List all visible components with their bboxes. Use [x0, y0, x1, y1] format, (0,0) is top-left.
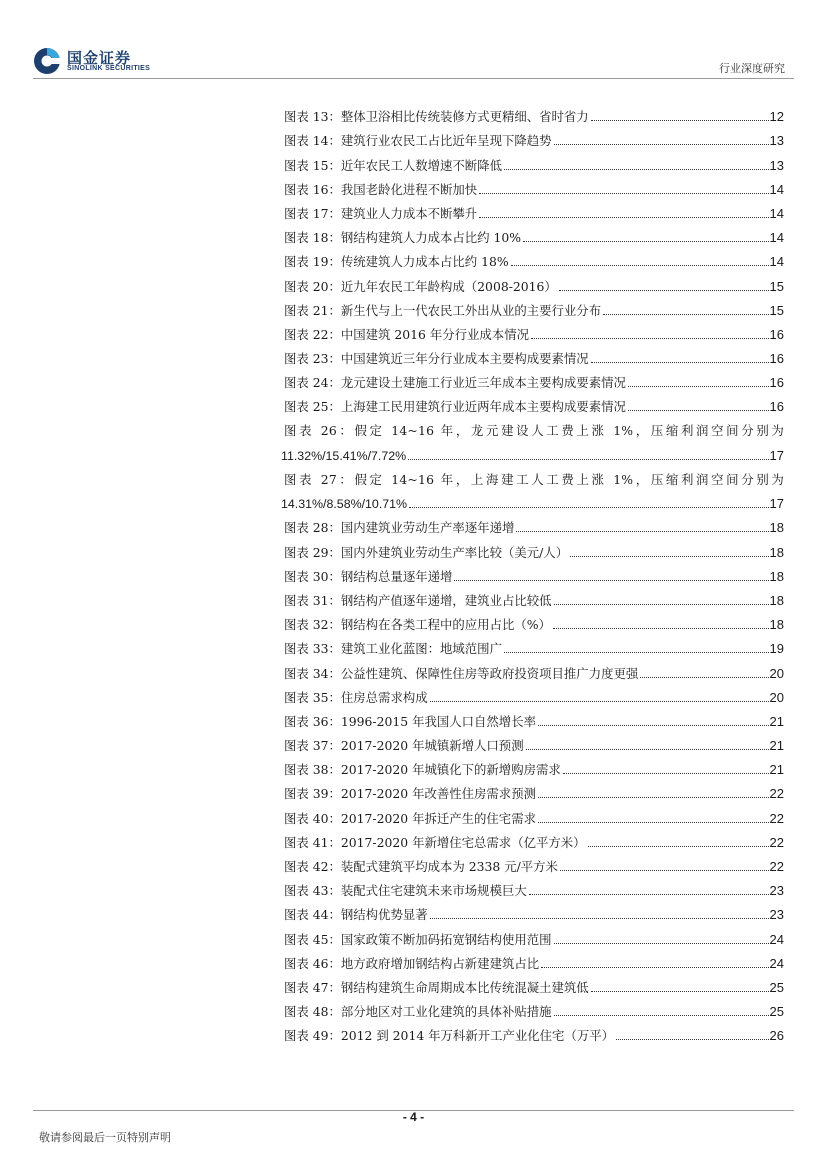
- toc-entry[interactable]: [284, 343, 784, 367]
- toc-leader-dots: [591, 361, 769, 363]
- toc-entry-title: 图表 40：2017-2020 年拆迁产生的住宅需求: [284, 810, 536, 826]
- toc-entry-title: 图表 29：国内外建筑业劳动生产率比较（美元/人）: [284, 544, 569, 560]
- toc-page-number: 18: [769, 520, 784, 536]
- brand-name-en: SINOLINK SECURITIES: [67, 65, 151, 72]
- toc-page-number: 23: [769, 883, 784, 899]
- toc-page-number: 13: [769, 133, 784, 149]
- toc-page-number: 22: [769, 859, 784, 874]
- toc-entry[interactable]: [284, 851, 784, 875]
- toc-entry-title: 图表 17：建筑业人力成本不断攀升: [284, 205, 478, 221]
- toc-entry[interactable]: [281, 415, 784, 463]
- toc-entry[interactable]: [284, 996, 784, 1020]
- toc-page-number: 20: [769, 665, 784, 681]
- toc-entry[interactable]: [284, 512, 784, 536]
- toc-entry-title: 图表 28：国内建筑业劳动生产率逐年递增: [284, 520, 515, 536]
- toc-entry[interactable]: [284, 125, 784, 149]
- toc-entry[interactable]: [284, 827, 784, 851]
- toc-entry-title: 图表 22：中国建筑 2016 年分行业成本情况: [284, 326, 529, 342]
- toc-entry[interactable]: [284, 198, 784, 222]
- toc-page-number: 21: [769, 713, 784, 729]
- toc-page-number: 14: [769, 205, 784, 221]
- toc-entry-title: 图表 43：装配式住宅建筑未来市场规模巨大: [284, 883, 527, 899]
- figure-index: [281, 101, 784, 1044]
- toc-page-number: 13: [769, 157, 784, 173]
- toc-leader-dots: [523, 240, 768, 242]
- toc-entry-title: 图表 37：2017-2020 年城镇新增人口预测: [284, 738, 524, 754]
- toc-leader-dots: [640, 676, 768, 678]
- toc-leader-dots: [430, 917, 769, 919]
- toc-leader-dots: [560, 869, 769, 871]
- toc-entry-title: 图表 34：公益性建筑、保障性住房等政府投资项目推广力度更强: [284, 665, 639, 681]
- toc-page-number: 21: [769, 738, 784, 754]
- toc-entry-title: 图表 14：建筑行业农民工占比近年呈现下降趋势: [284, 133, 552, 149]
- toc-leader-dots: [526, 748, 769, 750]
- toc-entry[interactable]: [284, 149, 784, 173]
- toc-page-number: 17: [769, 447, 784, 463]
- toc-entry[interactable]: [284, 682, 784, 706]
- brand-name-cn: 国金证券: [67, 49, 132, 67]
- toc-page-number: 18: [769, 617, 784, 633]
- header-divider: [33, 78, 794, 79]
- toc-leader-dots: [479, 192, 768, 194]
- toc-entry[interactable]: [281, 464, 784, 512]
- toc-page-number: 21: [769, 762, 784, 778]
- toc-entry-continuation: [281, 488, 784, 512]
- toc-page-number: 23: [769, 907, 784, 923]
- toc-leader-dots: [409, 506, 768, 508]
- toc-entry[interactable]: [284, 657, 784, 681]
- page-number: - 4 -: [402, 1110, 425, 1124]
- toc-entry[interactable]: [284, 754, 784, 778]
- toc-leader-dots: [531, 337, 769, 339]
- toc-entry[interactable]: [284, 246, 784, 270]
- toc-entry-title: 图表 16：我国老龄化进程不断加快: [284, 181, 478, 197]
- toc-leader-dots: [504, 651, 769, 653]
- toc-page-number: 16: [769, 326, 784, 342]
- toc-leader-dots: [588, 845, 769, 847]
- toc-entry[interactable]: [284, 295, 784, 319]
- sinolink-logo-icon: [33, 47, 61, 75]
- toc-entry-title: 图表 15：近年农民工人数增速不断降低: [284, 157, 502, 173]
- toc-entry-continuation: [281, 440, 784, 464]
- toc-entry[interactable]: [284, 319, 784, 343]
- toc-leader-dots: [553, 627, 769, 629]
- toc-entry-title: 图表 23：中国建筑近三年分行业成本主要构成要素情况: [284, 351, 589, 367]
- page-header: [0, 0, 827, 80]
- toc-entry-title: 图表 49：2012 到 2014 年万科新开工产业化住宅（万平）: [284, 1028, 615, 1044]
- disclaimer-note: 敬请参阅最后一页特别声明: [39, 1131, 171, 1144]
- toc-entry-title: 图表 32：钢结构在各类工程中的应用占比（%）: [284, 617, 551, 633]
- toc-leader-dots: [570, 555, 768, 557]
- toc-entry[interactable]: [284, 875, 784, 899]
- toc-entry-title: 图表 21：新生代与上一代农民工外出从业的主要行业分布: [284, 302, 602, 318]
- toc-page-number: 22: [769, 834, 784, 850]
- toc-entry[interactable]: [284, 948, 784, 972]
- toc-entry-title-cont: 11.32%/15.41%/7.72%: [281, 448, 407, 463]
- toc-page-number: 20: [769, 689, 784, 705]
- toc-page-number: 25: [769, 1004, 784, 1020]
- toc-entry[interactable]: [284, 270, 784, 294]
- company-logo: [33, 47, 163, 77]
- toc-page-number: 15: [769, 302, 784, 318]
- toc-leader-dots: [479, 216, 768, 218]
- toc-entry[interactable]: [284, 730, 784, 754]
- toc-entry-title: 图表 46：地方政府增加钢结构占新建建筑占比: [284, 955, 540, 971]
- toc-page-number: 22: [769, 786, 784, 802]
- toc-page-number: 24: [769, 931, 784, 947]
- toc-leader-dots: [563, 772, 769, 774]
- toc-entry-title: 图表 33：建筑工业化蓝图：地域范围广: [284, 641, 502, 657]
- toc-page-number: 15: [769, 278, 784, 294]
- toc-page-number: 12: [769, 109, 784, 125]
- toc-entry[interactable]: [284, 536, 784, 560]
- toc-entry[interactable]: [284, 923, 784, 947]
- toc-leader-dots: [554, 1014, 769, 1016]
- toc-page-number: 18: [769, 592, 784, 608]
- toc-entry-title: 图表 48：部分地区对工业化建筑的具体补贴措施: [284, 1004, 552, 1020]
- toc-page-number: 26: [769, 1028, 784, 1044]
- toc-leader-dots: [541, 966, 768, 968]
- toc-leader-dots: [591, 119, 769, 121]
- toc-entry-title: 图表 13：整体卫浴相比传统装修方式更精细、省时省力: [284, 109, 589, 125]
- toc-leader-dots: [529, 893, 769, 895]
- toc-page-number: 25: [769, 979, 784, 995]
- toc-entry[interactable]: [284, 1020, 784, 1044]
- toc-entry-title: 图表 39：2017-2020 年改善性住房需求预测: [284, 786, 536, 802]
- toc-entry-title: 图表 35：住房总需求构成: [284, 689, 428, 705]
- toc-page-number: 19: [769, 641, 784, 657]
- toc-entry-title: 图表 45：国家政策不断加码拓宽钢结构使用范围: [284, 931, 552, 947]
- toc-entry[interactable]: [284, 609, 784, 633]
- toc-leader-dots: [554, 603, 769, 605]
- toc-entry[interactable]: [284, 633, 784, 657]
- toc-leader-dots: [504, 168, 769, 170]
- toc-entry[interactable]: [284, 972, 784, 996]
- toc-page-number: 16: [769, 375, 784, 391]
- toc-entry-title: 图表 27：假定 14~16 年，上海建工人工费上涨 1%，压缩利润空间分别为: [284, 471, 784, 487]
- toc-leader-dots: [554, 143, 769, 145]
- toc-leader-dots: [591, 990, 769, 992]
- toc-page-number: 17: [769, 496, 784, 512]
- toc-page-number: 14: [769, 254, 784, 270]
- report-type: 行业深度研究: [719, 62, 785, 75]
- toc-entry-title: 图表 19：传统建筑人力成本占比约 18%: [284, 254, 509, 270]
- toc-leader-dots: [516, 530, 768, 532]
- toc-entry-title: 图表 36：1996-2015 年我国人口自然增长率: [284, 713, 536, 729]
- toc-entry-title: 图表 44：钢结构优势显著: [284, 907, 428, 923]
- toc-entry[interactable]: [284, 101, 784, 125]
- toc-entry[interactable]: [284, 391, 784, 415]
- toc-entry-title: 图表 18：钢结构建筑人力成本占比约 10%: [284, 230, 522, 246]
- toc-entry-title: 图表 42：装配式建筑平均成本为 2338 元/平方米: [284, 859, 558, 874]
- toc-leader-dots: [616, 1038, 769, 1040]
- toc-page-number: 18: [769, 568, 784, 584]
- toc-page-number: 16: [769, 351, 784, 367]
- toc-page-number: 14: [769, 181, 784, 197]
- toc-leader-dots: [454, 579, 768, 581]
- toc-leader-dots: [628, 385, 769, 387]
- toc-entry-title: 图表 31：钢结构产值逐年递增，建筑业占比较低: [284, 592, 552, 608]
- toc-leader-dots: [408, 458, 768, 460]
- toc-entry-title: 图表 26：假定 14~16 年，龙元建设人工费上涨 1%，压缩利润空间分别为: [284, 423, 784, 439]
- toc-entry-title: 图表 30：钢结构总量逐年递增: [284, 568, 453, 584]
- toc-entry[interactable]: [284, 561, 784, 585]
- toc-entry[interactable]: [284, 174, 784, 198]
- toc-entry-title: 图表 25：上海建工民用建筑行业近两年成本主要构成要素情况: [284, 399, 626, 415]
- toc-entry-title: 图表 47：钢结构建筑生命周期成本比传统混凝土建筑低: [284, 979, 589, 995]
- toc-leader-dots: [538, 796, 769, 798]
- toc-page-number: 16: [769, 399, 784, 415]
- toc-page-number: 22: [769, 810, 784, 826]
- toc-leader-dots: [511, 264, 769, 266]
- toc-entry-title: 图表 24：龙元建设土建施工行业近三年成本主要构成要素情况: [284, 375, 626, 391]
- toc-entry-title-cont: 14.31%/8.58%/10.71%: [281, 497, 408, 512]
- toc-leader-dots: [538, 821, 769, 823]
- toc-entry-title: 图表 38：2017-2020 年城镇化下的新增购房需求: [284, 762, 561, 778]
- toc-leader-dots: [559, 289, 769, 291]
- toc-leader-dots: [628, 409, 769, 411]
- toc-leader-dots: [538, 724, 769, 726]
- toc-leader-dots: [603, 313, 768, 315]
- toc-leader-dots: [554, 942, 769, 944]
- toc-entry[interactable]: [284, 706, 784, 730]
- toc-leader-dots: [430, 700, 769, 702]
- toc-entry-title: 图表 20：近九年农民工年龄构成（2008-2016）: [284, 278, 557, 294]
- toc-entry[interactable]: [284, 802, 784, 826]
- toc-entry[interactable]: [284, 222, 784, 246]
- toc-entry-title: 图表 41：2017-2020 年新增住宅总需求（亿平方米）: [284, 834, 586, 850]
- toc-entry[interactable]: [284, 899, 784, 923]
- toc-entry[interactable]: [284, 585, 784, 609]
- toc-page-number: 24: [769, 955, 784, 971]
- toc-entry[interactable]: [284, 778, 784, 802]
- toc-page-number: 14: [769, 230, 784, 246]
- toc-entry[interactable]: [284, 367, 784, 391]
- toc-page-number: 18: [769, 544, 784, 560]
